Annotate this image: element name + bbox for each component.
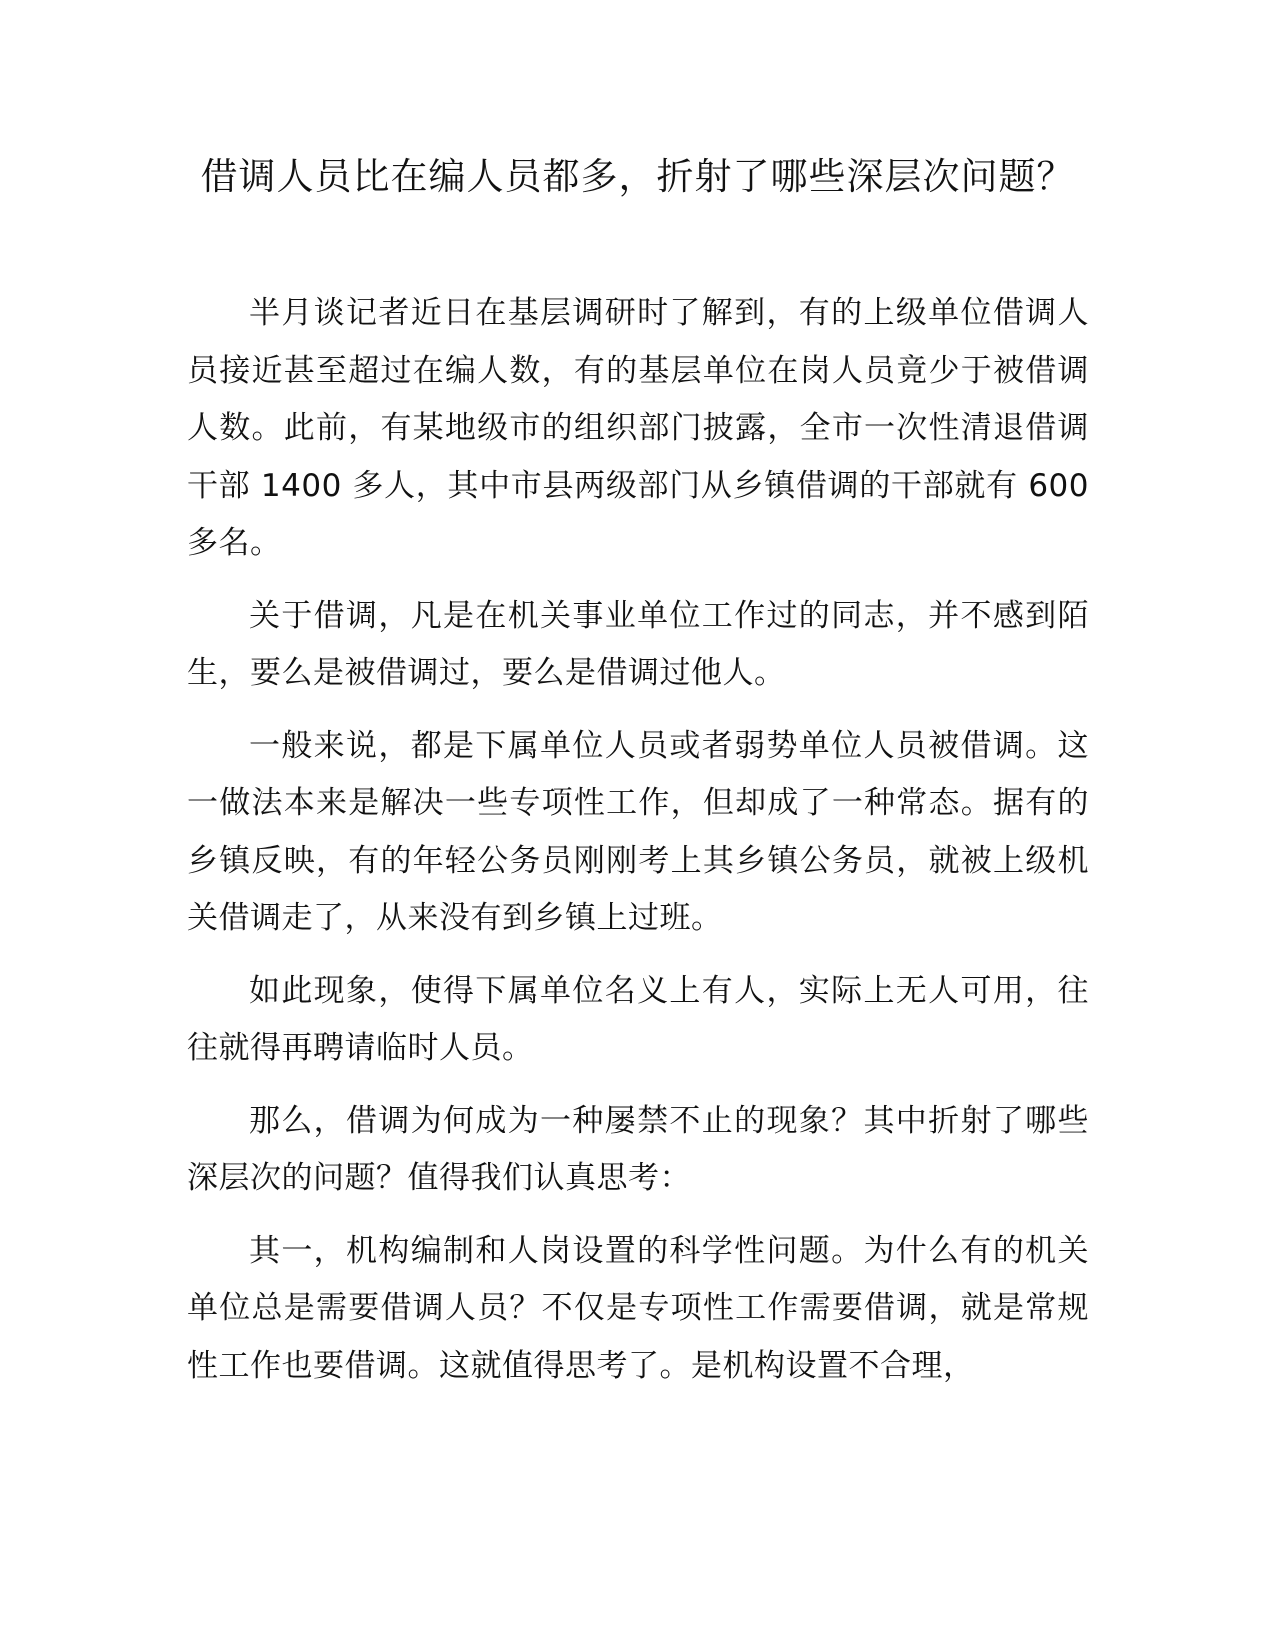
paragraph-2: 关于借调，凡是在机关事业单位工作过的同志，并不感到陌生，要么是被借调过，要么是借调过他人。 (187, 597, 1089, 691)
paragraph-1: 半月谈记者近日在基层调研时了解到，有的上级单位借调人员接近甚至超过在编人数，有的基层单位在岗人员竟少于被借调人数。此前，有某地级市的组织部门披露，全市一次性清退借调干部 1400 多人，其中市县两级部门从乡镇借调的干部就有 600 多名。 (187, 295, 1089, 561)
paragraph-4: 如此现象，使得下属单位名义上有人，实际上无人可用，往往就得再聘请临时人员。 (187, 972, 1089, 1066)
document-title: 借调人员比在编人员都多，折射了哪些深层次问题？ (200, 155, 1075, 198)
paragraph-3: 一般来说，都是下属单位人员或者弱势单位人员被借调。这一做法本来是解决一些专项性工作，但却成了一种常态。据有的乡镇反映，有的年轻公务员刚刚考上其乡镇公务员，就被上级机关借调走了，从来没有到乡镇上过班。 (187, 727, 1089, 936)
document-body (187, 285, 1089, 1410)
paragraph-6: 其一，机构编制和人岗设置的科学性问题。为什么有的机关单位总是需要借调人员？不仅是专项性工作需要借调，就是常规性工作也要借调。这就值得思考了。是机构设置不合理， (187, 1232, 1089, 1384)
paragraph-5: 那么，借调为何成为一种屡禁不止的现象？其中折射了哪些深层次的问题？值得我们认真思考： (187, 1102, 1089, 1196)
